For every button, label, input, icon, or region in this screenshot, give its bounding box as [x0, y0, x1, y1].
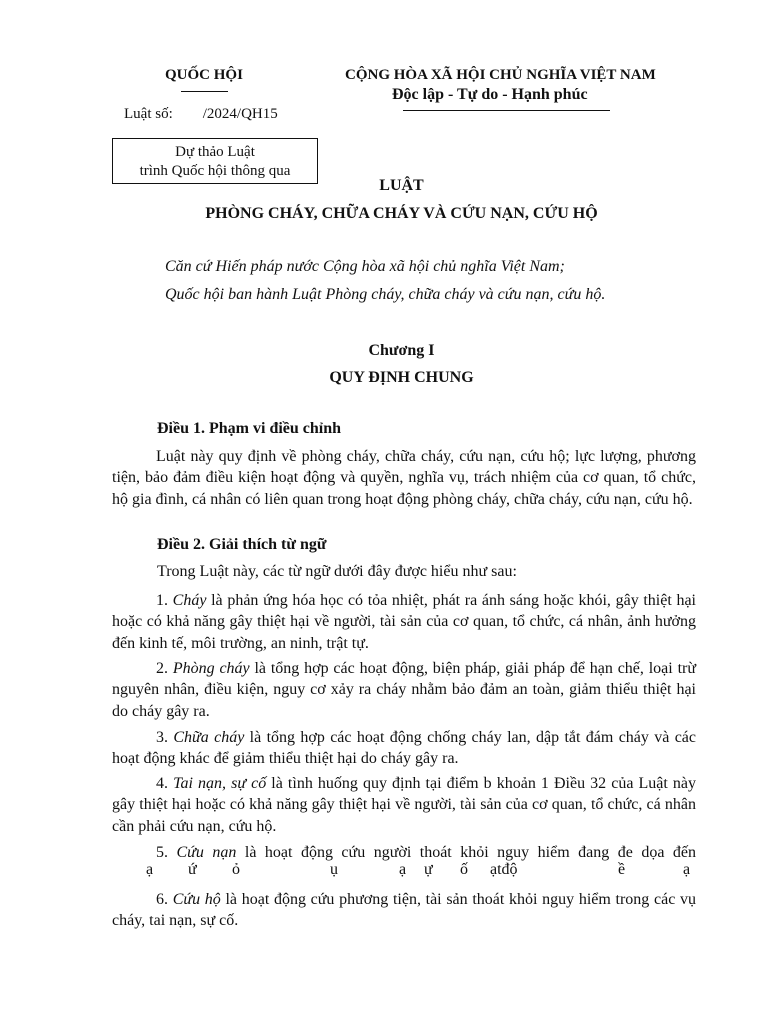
defined-term: Cứu nạn [176, 844, 237, 861]
national-motto: Độc lập - Tự do - Hạnh phúc [392, 86, 588, 103]
draft-notice-line2: trình Quốc hội thông qua [139, 163, 291, 179]
defined-term: Cháy [172, 592, 207, 609]
document-kind: LUẬT [379, 177, 424, 194]
chapter-label: Chương I [368, 342, 435, 359]
definition-item: 4. Tai nạn, sự cố là tình huống quy định tại điểm b khoản 1 Điều 32 của Luật này gây thiệt hại hoặc có khả năng gây thiệt hại về người, tài sản của cơ quan, tổ chức, cá nhân cần phải cứu nạn, cứu hộ. [112, 775, 697, 835]
defined-term: Chữa cháy [173, 729, 245, 746]
article-2-intro: Trong Luật này, các từ ngữ dưới đây được hiểu như sau: [157, 563, 517, 580]
article-1-body: Luật này quy định về phòng cháy, chữa cháy, cứu nạn, cứu hộ; lực lượng, phương tiện, bảo đảm điều kiện hoạt động và quyền, nghĩa vụ, trách nhiệm của cơ quan, tổ chức, hộ gia đình, cá nhân có liên quan trong hoạt động phòng cháy, chữa cháy, cứu nạn, cứu hộ. [112, 448, 696, 508]
definition-item: 6. Cứu hộ là hoạt động cứu phương tiện, tài sản thoát khỏi nguy hiểm trong các vụ cháy, tai nạn, sự cố. [112, 891, 696, 930]
preamble-basis: Căn cứ Hiến pháp nước Cộng hòa xã hội chủ nghĩa Việt Nam; [165, 258, 565, 275]
law-title: PHÒNG CHÁY, CHỮA CHÁY VÀ CỨU NẠN, CỨU HỘ [205, 205, 598, 222]
chapter-title: QUY ĐỊNH CHUNG [329, 369, 474, 386]
preamble-enactment: Quốc hội ban hành Luật Phòng cháy, chữa cháy và cứu nạn, cứu hộ. [165, 286, 606, 303]
definition-item: 3. Chữa cháy là tổng hợp các hoạt động chống cháy lan, dập tắt đám cháy và các hoạt động khác để giảm thiểu thiệt hại do cháy gây ra. [112, 729, 697, 768]
header-right-rule [403, 110, 610, 111]
defined-term: Cứu hộ [172, 891, 221, 908]
defined-term: Phòng cháy [172, 660, 250, 677]
article-2-heading: Điều 2. Giải thích từ ngữ [157, 536, 327, 553]
draft-notice-line1: Dự thảo Luật [175, 144, 255, 160]
definition-item: 2. Phòng cháy là tổng hợp các hoạt động, biện pháp, giải pháp để hạn chế, loại trừ nguyên nhân, điều kiện, nguy cơ xảy ra cháy nhằm bảo đảm an toàn, giảm thiểu thiệt hại do cháy gây ra. [112, 660, 697, 720]
definition-item: 1. Cháy là phản ứng hóa học có tỏa nhiệt, phát ra ánh sáng hoặc khói, gây thiệt hại hoặc có khả năng gây thiệt hại về người, tài sản của cơ quan, tổ chức, cá nhân, ảnh hưởng đến kinh tế, môi trường, an ninh, trật tự. [112, 592, 697, 652]
header-left-rule [181, 91, 228, 92]
law-number: Luật số: /2024/QH15 [124, 106, 278, 122]
article-1-heading: Điều 1. Phạm vi điều chỉnh [157, 420, 342, 437]
issuing-body: QUỐC HỘI [165, 67, 243, 83]
defined-term: Tai nạn, sự cố [173, 775, 267, 792]
country-name: CỘNG HÒA XÃ HỘI CHỦ NGHĨA VIỆT NAM [345, 67, 656, 83]
definition-item: 5. Cứu nạn là hoạt động cứu người thoát khỏi nguy hiểm đang đe dọa đến [156, 844, 697, 861]
